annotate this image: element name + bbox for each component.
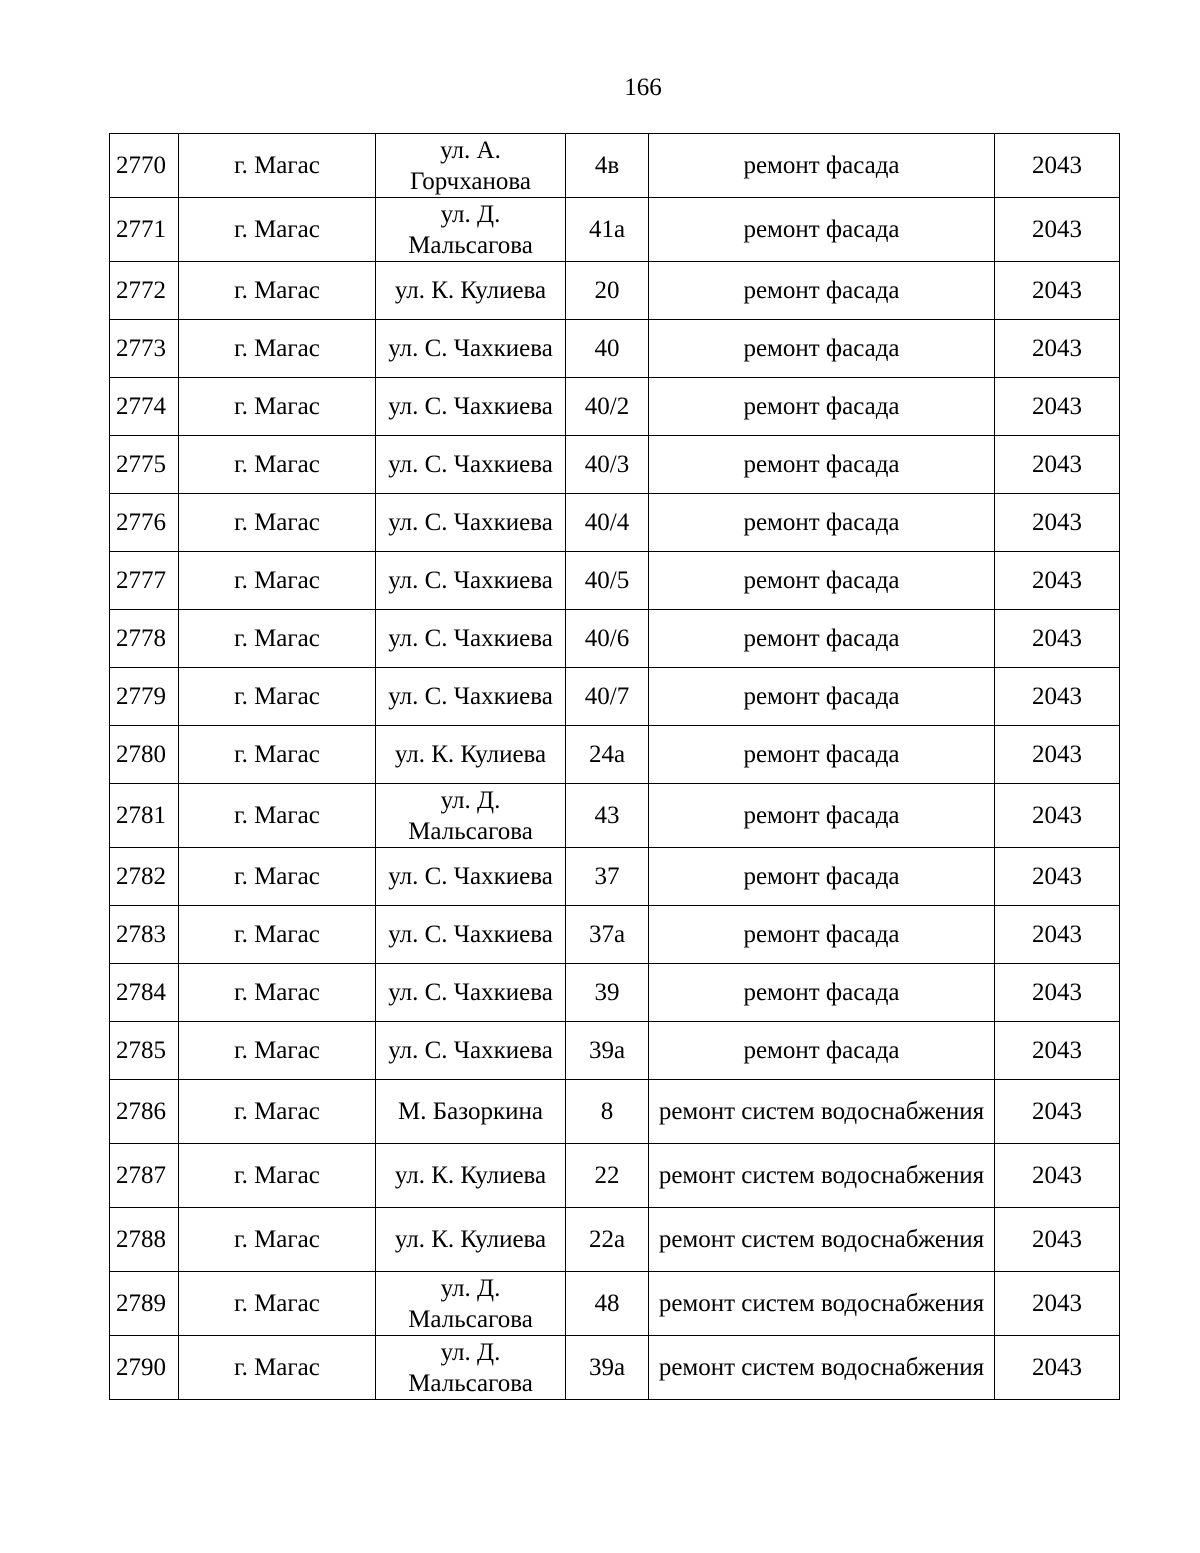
city-cell: г. Магас xyxy=(179,494,376,552)
house-number-cell: 39а xyxy=(566,1022,649,1080)
table-row xyxy=(110,784,1120,848)
row-number-cell: 2779 xyxy=(110,668,179,726)
work-type-cell: ремонт фасада xyxy=(649,1022,995,1080)
house-number-cell: 40 xyxy=(566,320,649,378)
row-number-cell: 2787 xyxy=(110,1144,179,1208)
work-type-cell: ремонт систем водоснабжения xyxy=(649,1144,995,1208)
work-type-cell: ремонт фасада xyxy=(649,262,995,320)
street-cell: М. Базоркина xyxy=(376,1080,566,1144)
row-number-cell: 2790 xyxy=(110,1336,179,1400)
street-cell: ул. С. Чахкиева xyxy=(376,436,566,494)
row-number-cell: 2770 xyxy=(110,134,179,198)
house-number-cell: 37а xyxy=(566,906,649,964)
street-cell: ул. С. Чахкиева xyxy=(376,552,566,610)
row-number-cell: 2786 xyxy=(110,1080,179,1144)
work-type-cell: ремонт фасада xyxy=(649,378,995,436)
row-number-cell: 2783 xyxy=(110,906,179,964)
table-row xyxy=(110,552,1120,610)
year-cell: 2043 xyxy=(995,378,1120,436)
street-cell: ул. С. Чахкиева xyxy=(376,668,566,726)
street-cell: ул. С. Чахкиева xyxy=(376,964,566,1022)
house-number-cell: 48 xyxy=(566,1272,649,1336)
row-number-cell: 2784 xyxy=(110,964,179,1022)
row-number-cell: 2771 xyxy=(110,198,179,262)
house-number-cell: 37 xyxy=(566,848,649,906)
house-number-cell: 22а xyxy=(566,1208,649,1272)
house-number-cell: 4в xyxy=(566,134,649,198)
city-cell: г. Магас xyxy=(179,784,376,848)
work-type-cell: ремонт фасада xyxy=(649,494,995,552)
table-row xyxy=(110,848,1120,906)
work-type-cell: ремонт фасада xyxy=(649,784,995,848)
work-type-cell: ремонт фасада xyxy=(649,906,995,964)
city-cell: г. Магас xyxy=(179,262,376,320)
year-cell: 2043 xyxy=(995,1272,1120,1336)
table-row xyxy=(110,964,1120,1022)
city-cell: г. Магас xyxy=(179,1336,376,1400)
work-type-cell: ремонт фасада xyxy=(649,668,995,726)
street-cell: ул. Д. Мальсагова xyxy=(376,1336,566,1400)
row-number-cell: 2789 xyxy=(110,1272,179,1336)
city-cell: г. Магас xyxy=(179,552,376,610)
city-cell: г. Магас xyxy=(179,436,376,494)
year-cell: 2043 xyxy=(995,320,1120,378)
street-cell: ул. С. Чахкиева xyxy=(376,906,566,964)
work-type-cell: ремонт фасада xyxy=(649,552,995,610)
year-cell: 2043 xyxy=(995,1022,1120,1080)
year-cell: 2043 xyxy=(995,1208,1120,1272)
year-cell: 2043 xyxy=(995,552,1120,610)
row-number-cell: 2778 xyxy=(110,610,179,668)
city-cell: г. Магас xyxy=(179,610,376,668)
work-type-cell: ремонт фасада xyxy=(649,610,995,668)
year-cell: 2043 xyxy=(995,198,1120,262)
table-row xyxy=(110,1144,1120,1208)
table-row xyxy=(110,1080,1120,1144)
street-cell: ул. С. Чахкиева xyxy=(376,494,566,552)
table-body xyxy=(110,134,1120,1400)
work-type-cell: ремонт систем водоснабжения xyxy=(649,1208,995,1272)
work-type-cell: ремонт систем водоснабжения xyxy=(649,1336,995,1400)
street-cell: ул. С. Чахкиева xyxy=(376,610,566,668)
table-row xyxy=(110,198,1120,262)
row-number-cell: 2776 xyxy=(110,494,179,552)
house-number-cell: 39а xyxy=(566,1336,649,1400)
city-cell: г. Магас xyxy=(179,378,376,436)
work-type-cell: ремонт фасада xyxy=(649,964,995,1022)
street-cell: ул. С. Чахкиева xyxy=(376,1022,566,1080)
house-number-cell: 40/2 xyxy=(566,378,649,436)
work-type-cell: ремонт систем водоснабжения xyxy=(649,1080,995,1144)
street-cell: ул. С. Чахкиева xyxy=(376,848,566,906)
year-cell: 2043 xyxy=(995,610,1120,668)
row-number-cell: 2782 xyxy=(110,848,179,906)
table-row xyxy=(110,726,1120,784)
table-row xyxy=(110,378,1120,436)
table-row xyxy=(110,134,1120,198)
house-number-cell: 40/3 xyxy=(566,436,649,494)
table-row xyxy=(110,1272,1120,1336)
year-cell: 2043 xyxy=(995,726,1120,784)
city-cell: г. Магас xyxy=(179,848,376,906)
year-cell: 2043 xyxy=(995,494,1120,552)
row-number-cell: 2774 xyxy=(110,378,179,436)
street-cell: ул. Д. Мальсагова xyxy=(376,784,566,848)
table-row xyxy=(110,494,1120,552)
city-cell: г. Магас xyxy=(179,726,376,784)
house-number-cell: 22 xyxy=(566,1144,649,1208)
row-number-cell: 2781 xyxy=(110,784,179,848)
street-cell: ул. К. Кулиева xyxy=(376,1144,566,1208)
house-number-cell: 40/7 xyxy=(566,668,649,726)
city-cell: г. Магас xyxy=(179,198,376,262)
year-cell: 2043 xyxy=(995,1336,1120,1400)
year-cell: 2043 xyxy=(995,848,1120,906)
work-type-cell: ремонт фасада xyxy=(649,436,995,494)
house-number-cell: 43 xyxy=(566,784,649,848)
table-row xyxy=(110,668,1120,726)
city-cell: г. Магас xyxy=(179,668,376,726)
year-cell: 2043 xyxy=(995,1080,1120,1144)
row-number-cell: 2785 xyxy=(110,1022,179,1080)
house-number-cell: 24а xyxy=(566,726,649,784)
work-type-cell: ремонт фасада xyxy=(649,320,995,378)
city-cell: г. Магас xyxy=(179,964,376,1022)
table-row xyxy=(110,436,1120,494)
house-number-cell: 39 xyxy=(566,964,649,1022)
year-cell: 2043 xyxy=(995,964,1120,1022)
city-cell: г. Магас xyxy=(179,1208,376,1272)
table-row xyxy=(110,906,1120,964)
table-row xyxy=(110,1022,1120,1080)
row-number-cell: 2772 xyxy=(110,262,179,320)
street-cell: ул. К. Кулиева xyxy=(376,1208,566,1272)
city-cell: г. Магас xyxy=(179,1022,376,1080)
house-number-cell: 20 xyxy=(566,262,649,320)
housing-repair-table xyxy=(109,133,1120,1400)
row-number-cell: 2777 xyxy=(110,552,179,610)
year-cell: 2043 xyxy=(995,784,1120,848)
row-number-cell: 2773 xyxy=(110,320,179,378)
street-cell: ул. Д. Мальсагова xyxy=(376,198,566,262)
row-number-cell: 2788 xyxy=(110,1208,179,1272)
street-cell: ул. К. Кулиева xyxy=(376,262,566,320)
city-cell: г. Магас xyxy=(179,1272,376,1336)
house-number-cell: 40/4 xyxy=(566,494,649,552)
street-cell: ул. А. Горчханова xyxy=(376,134,566,198)
table-row xyxy=(110,320,1120,378)
house-number-cell: 41а xyxy=(566,198,649,262)
table-row xyxy=(110,1336,1120,1400)
year-cell: 2043 xyxy=(995,906,1120,964)
work-type-cell: ремонт фасада xyxy=(649,726,995,784)
year-cell: 2043 xyxy=(995,668,1120,726)
city-cell: г. Магас xyxy=(179,906,376,964)
city-cell: г. Магас xyxy=(179,1144,376,1208)
city-cell: г. Магас xyxy=(179,134,376,198)
table-row xyxy=(110,1208,1120,1272)
house-number-cell: 40/6 xyxy=(566,610,649,668)
work-type-cell: ремонт фасада xyxy=(649,134,995,198)
row-number-cell: 2775 xyxy=(110,436,179,494)
year-cell: 2043 xyxy=(995,262,1120,320)
table-row xyxy=(110,262,1120,320)
house-number-cell: 8 xyxy=(566,1080,649,1144)
street-cell: ул. Д. Мальсагова xyxy=(376,1272,566,1336)
street-cell: ул. С. Чахкиева xyxy=(376,378,566,436)
page-number: 166 xyxy=(624,74,662,101)
year-cell: 2043 xyxy=(995,134,1120,198)
work-type-cell: ремонт фасада xyxy=(649,848,995,906)
work-type-cell: ремонт фасада xyxy=(649,198,995,262)
table-row xyxy=(110,610,1120,668)
street-cell: ул. С. Чахкиева xyxy=(376,320,566,378)
street-cell: ул. К. Кулиева xyxy=(376,726,566,784)
row-number-cell: 2780 xyxy=(110,726,179,784)
house-number-cell: 40/5 xyxy=(566,552,649,610)
year-cell: 2043 xyxy=(995,436,1120,494)
city-cell: г. Магас xyxy=(179,1080,376,1144)
year-cell: 2043 xyxy=(995,1144,1120,1208)
work-type-cell: ремонт систем водоснабжения xyxy=(649,1272,995,1336)
city-cell: г. Магас xyxy=(179,320,376,378)
